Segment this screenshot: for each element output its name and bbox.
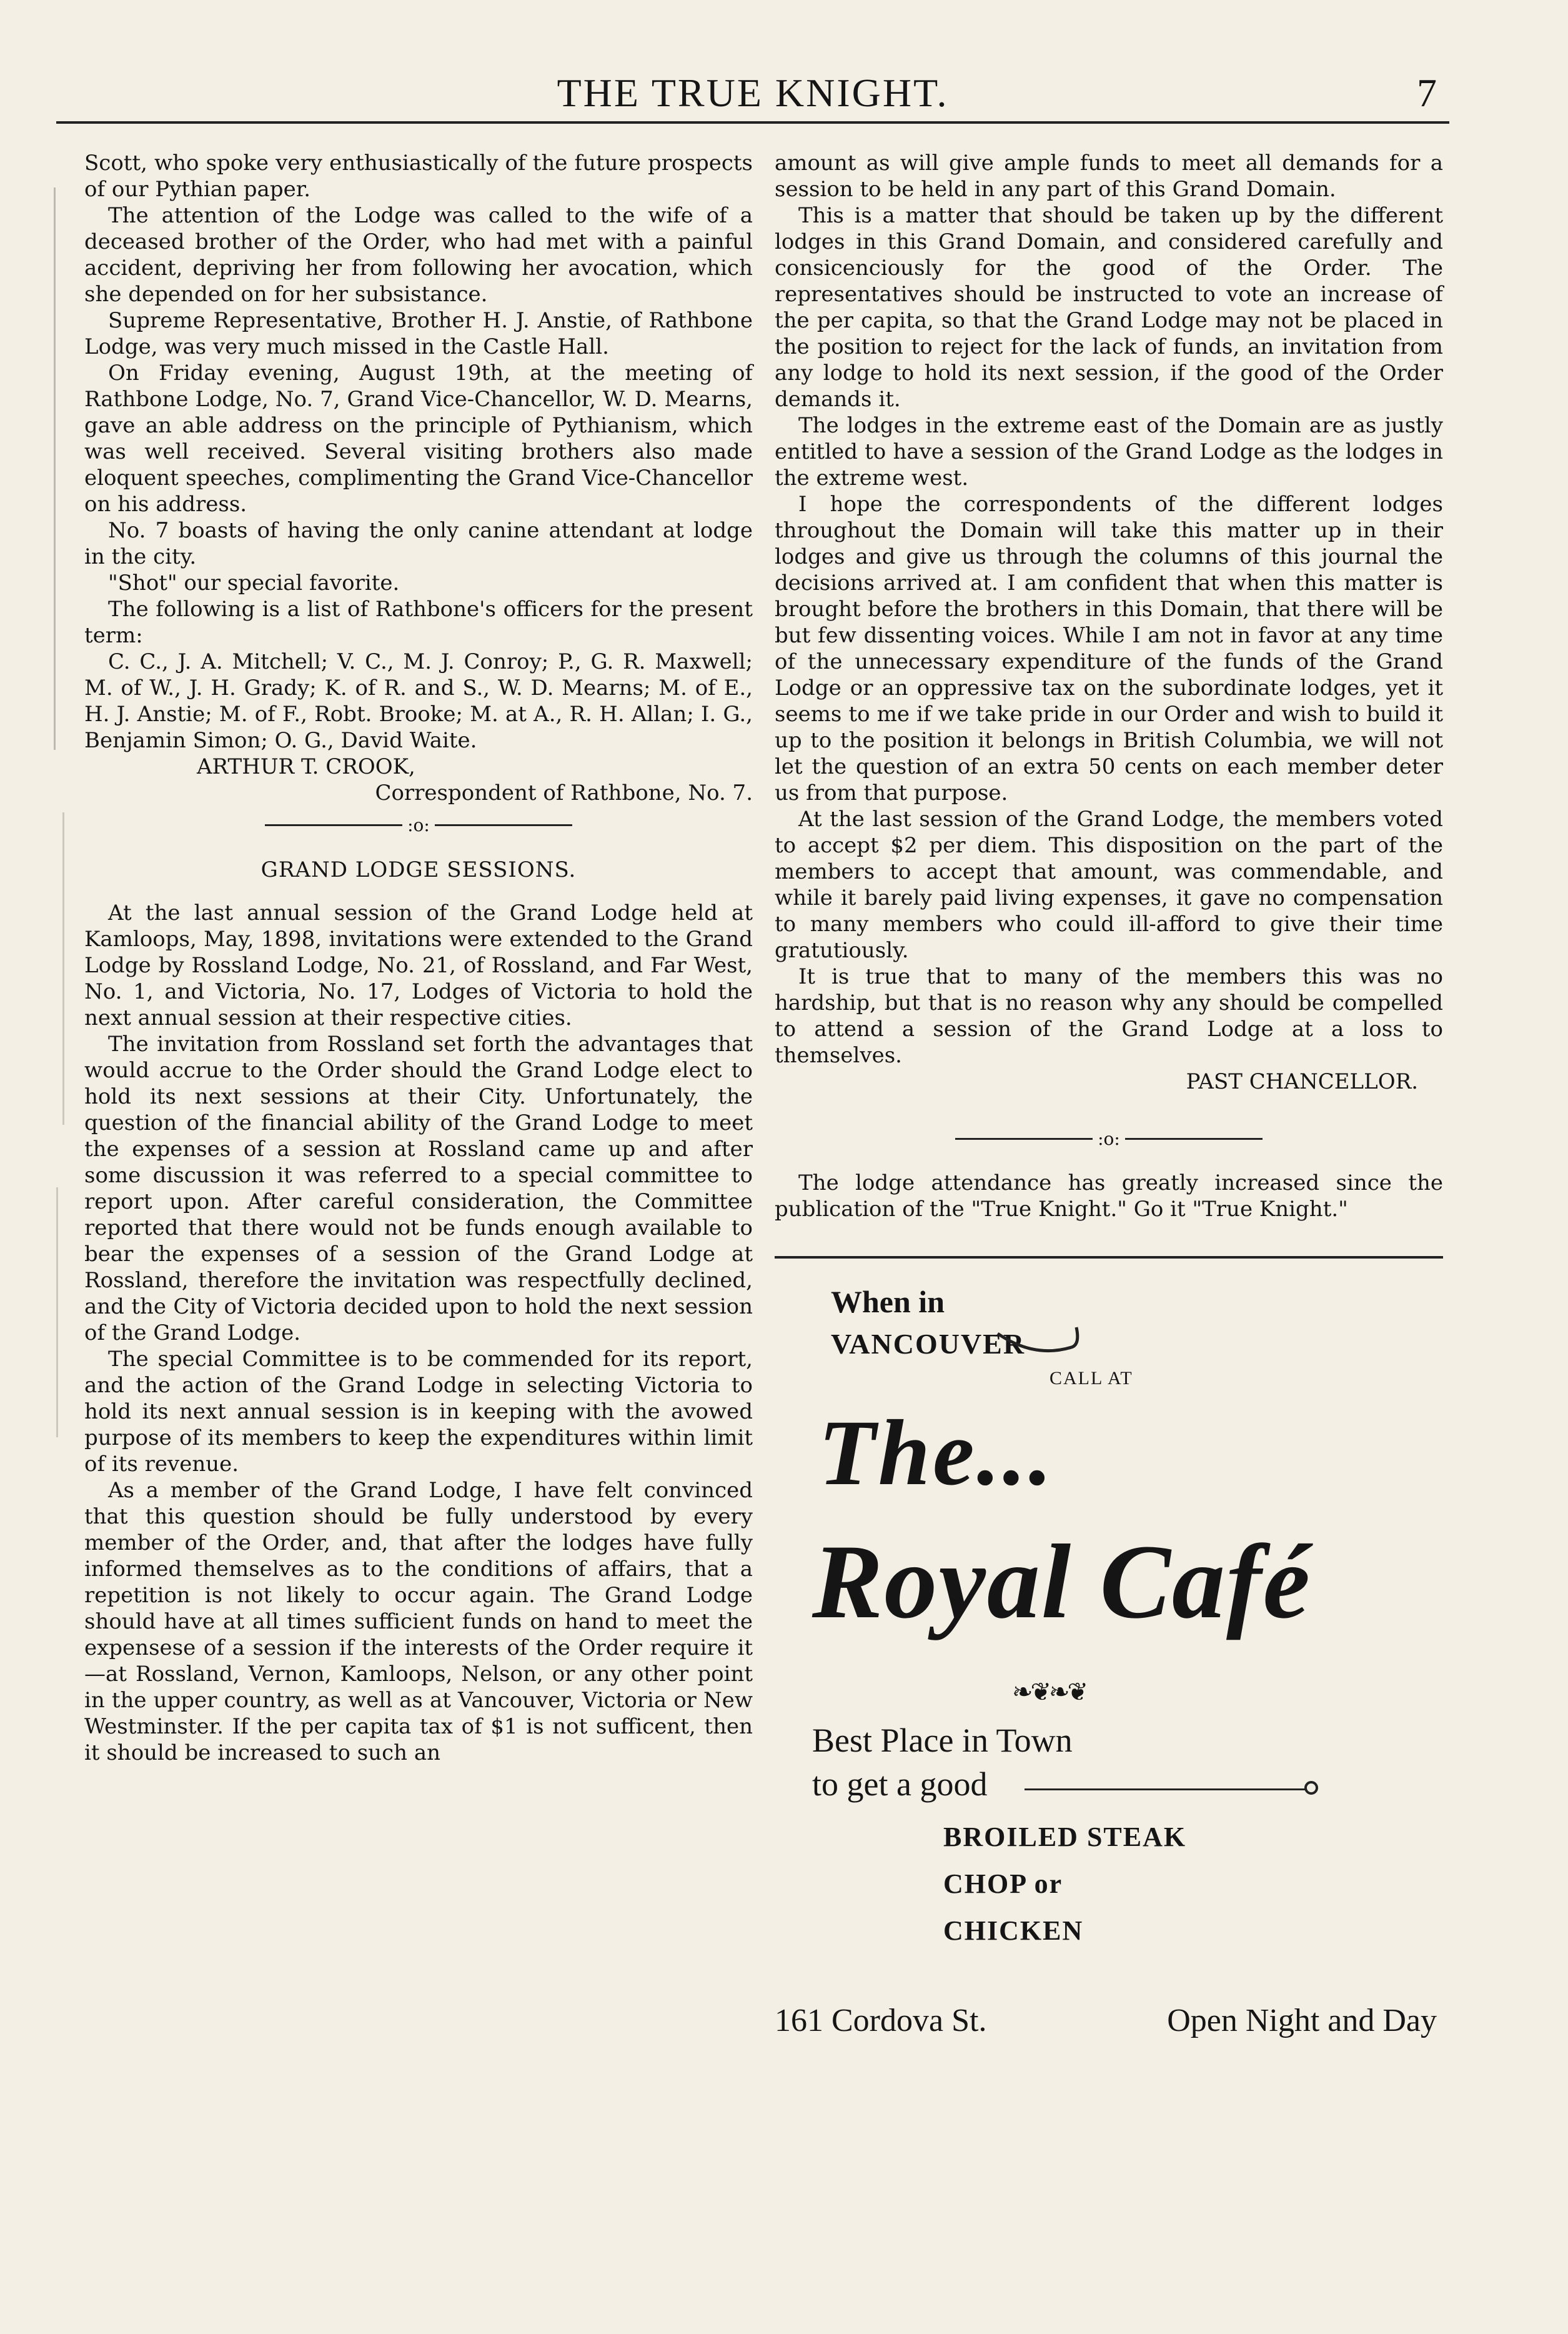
ad-vancouver: VANCOUVER <box>831 1328 1026 1360</box>
paragraph: amount as will give ample funds to meet all demands for a session to be held in any part of this Grand Domain. <box>775 151 1443 202</box>
paragraph: At the last session of the Grand Lodge, the members voted to accept $2 per diem. This disposition on the part of the members to accept that amount, was commendable, and while it barely paid living expenses, it gave no compensation to many members who could ill-afford to give their time gratutiously. <box>775 807 1443 963</box>
left-column <box>84 150 753 1766</box>
paragraph: I hope the correspondents of the different lodges throughout the Domain will take this matter up in their lodges and give us through the columns of this journal the decisions arrived at. I am confident that when this matter is brought before the brothers in this Domain, that there will be but few dissenting voices. While I am not in favor at any time of the unnecessary expenditure of the funds of the Grand Lodge or an oppressive tax on the subordinate lodges, yet it seems to me if we take pride in our Order and wish to build it up to the position it belongs in British Columbia, we will not let the question of an extra 50 cents on each member deter us from that purpose. <box>775 492 1443 805</box>
ad-leader-dot-icon <box>1304 1781 1318 1795</box>
grand-lodge-article <box>84 900 753 1766</box>
royal-cafe-advertisement <box>775 1259 1443 2038</box>
page-number: 7 <box>1417 71 1437 115</box>
paragraph: The lodges in the extreme east of the Domain are as justly entitled to have a session of the Grand Lodge as the lodges in the extreme west. <box>775 413 1443 491</box>
paragraph: The special Committee is to be commended for its report, and the action of the Grand Lodge in selecting Victoria to hold its next annual session is in keeping with the avowed purpose of its members to keep the expenditures within limit of its revenue. <box>84 1347 753 1477</box>
right-column <box>775 150 1443 2038</box>
article-heading: GRAND LODGE SESSIONS. <box>261 857 577 882</box>
paragraph: This is a matter that should be taken up by the different lodges in this Grand Domain, and considered carefully and consicenciously for the good of the Order. The representatives should be instructed to vote an increase of the per capita, so that the Grand Lodge may not be placed in the position to reject for the lack of funds, an invitation from any lodge to hold its next session, if the good of the Order demands it. <box>775 203 1443 412</box>
paragraph: The following is a list of Rathbone's officers for the present term: <box>84 597 753 648</box>
ad-hours: Open Night and Day <box>1167 2003 1437 2038</box>
paragraph: Supreme Representative, Brother H. J. Anstie, of Rathbone Lodge, was very much missed in the Castle Hall. <box>84 308 753 359</box>
ad-when-in: When in <box>831 1284 945 1319</box>
ad-leader-line <box>1025 1788 1306 1790</box>
ad-menu-item: CHICKEN <box>943 1915 1084 1946</box>
officers-list: C. C., J. A. Mitchell; V. C., M. J. Conroy; P., G. R. Maxwell; M. of W., J. H. Grady; K. of R. and S., W. D. Mearns; M. of E., H. J. Anstie; M. of F., Robt. Brooke; M. at A., R. H. Allan; I. G., Benjamin Simon; O. G., David Waite. <box>84 649 753 753</box>
swoosh-ornament-icon <box>996 1321 1084 1359</box>
attendance-note: The lodge attendance has greatly increased since the publication of the "True Knight." Go it "True Knight." <box>775 1170 1443 1222</box>
paragraph: The attention of the Lodge was called to the wife of a deceased brother of the Order, who had met with a painful accident, depriving her from following her avocation, which she depended on for her subsistance. <box>84 203 753 307</box>
ad-menu-item: BROILED STEAK <box>943 1822 1187 1852</box>
paragraph: No. 7 boasts of having the only canine attendant at lodge in the city. <box>84 518 753 569</box>
paragraph: As a member of the Grand Lodge, I have felt convinced that this question should be fully understood by every member of the Order, and, that after the lodges have fully informed themselves as to the conditions of affairs, that a repetition is not likely to occur again. The Grand Lodge should have at all times sufficient funds on hand to meet the expensese of a session if the interests of the Order require it—at Rossland, Vernon, Kamloops, Nelson, or any other point in the upper country, as well as at Vancouver, Victoria or New Westminster. If the per capita tax of $1 is not sufficent, then it should be increased to such an <box>84 1478 753 1765</box>
rathbone-report <box>84 150 753 806</box>
paragraph: Scott, who spoke very enthusiastically of the future prospects of our Pythian paper. <box>84 151 753 202</box>
ad-cafe-name: Royal Café <box>812 1523 1312 1640</box>
grand-lodge-article-continued <box>775 150 1443 1095</box>
ad-the: The... <box>818 1401 1055 1505</box>
section-divider: :o: <box>775 1120 1443 1157</box>
article-signature: PAST CHANCELLOR. <box>1186 1069 1418 1094</box>
ad-tagline-1: Best Place in Town <box>812 1722 1073 1759</box>
paragraph: "Shot" our special favorite. <box>108 571 400 596</box>
page-header <box>56 70 1449 124</box>
signature-name: ARTHUR T. CROOK, <box>197 754 415 779</box>
flourish-ornament-icon: ❧❦❧❦ <box>1012 1678 1086 1706</box>
newspaper-title: THE TRUE KNIGHT. <box>557 71 949 115</box>
ad-call-at: CALL AT <box>1049 1368 1133 1389</box>
paragraph: On Friday evening, August 19th, at the meeting of Rathbone Lodge, No. 7, Grand Vice-Chancellor, W. D. Mearns, gave an able address on the principle of Pythianism, which was well received. Several visiting brothers also made eloquent speeches, complimenting the Grand Vice-Chancellor on his address. <box>84 361 753 517</box>
ad-address: 161 Cordova St. <box>775 2003 987 2038</box>
ad-tagline-2: to get a good <box>812 1765 988 1803</box>
paragraph: The invitation from Rossland set forth the advantages that would accrue to the Order should the Grand Lodge elect to hold its next sessions at their City. Unfortunately, the question of the financial ability of the Grand Lodge to meet the expenses of a session at Rossland came up and after some discussion it was referred to a special committee to report upon. After careful consideration, the Committee reported that there would not be funds enough available to bear the expenses of a session of the Grand Lodge at Rossland, therefore the invitation was respectfully declined, and the City of Victoria decided upon to hold the next session of the Grand Lodge. <box>84 1032 753 1345</box>
ad-menu-item: CHOP or <box>943 1868 1063 1899</box>
signature-role: Correspondent of Rathbone, No. 7. <box>375 780 753 805</box>
paragraph: It is true that to many of the members this was no hardship, but that is no reason why any should be compelled to attend a session of the Grand Lodge at a loss to themselves. <box>775 964 1443 1068</box>
paragraph: At the last annual session of the Grand Lodge held at Kamloops, May, 1898, invitations were extended to the Grand Lodge by Rossland Lodge, No. 21, of Rossland, and Far West, No. 1, and Victoria, No. 17, Lodges of Victoria to hold the next annual session at their respective cities. <box>84 900 753 1030</box>
section-divider: :o: <box>84 806 753 844</box>
